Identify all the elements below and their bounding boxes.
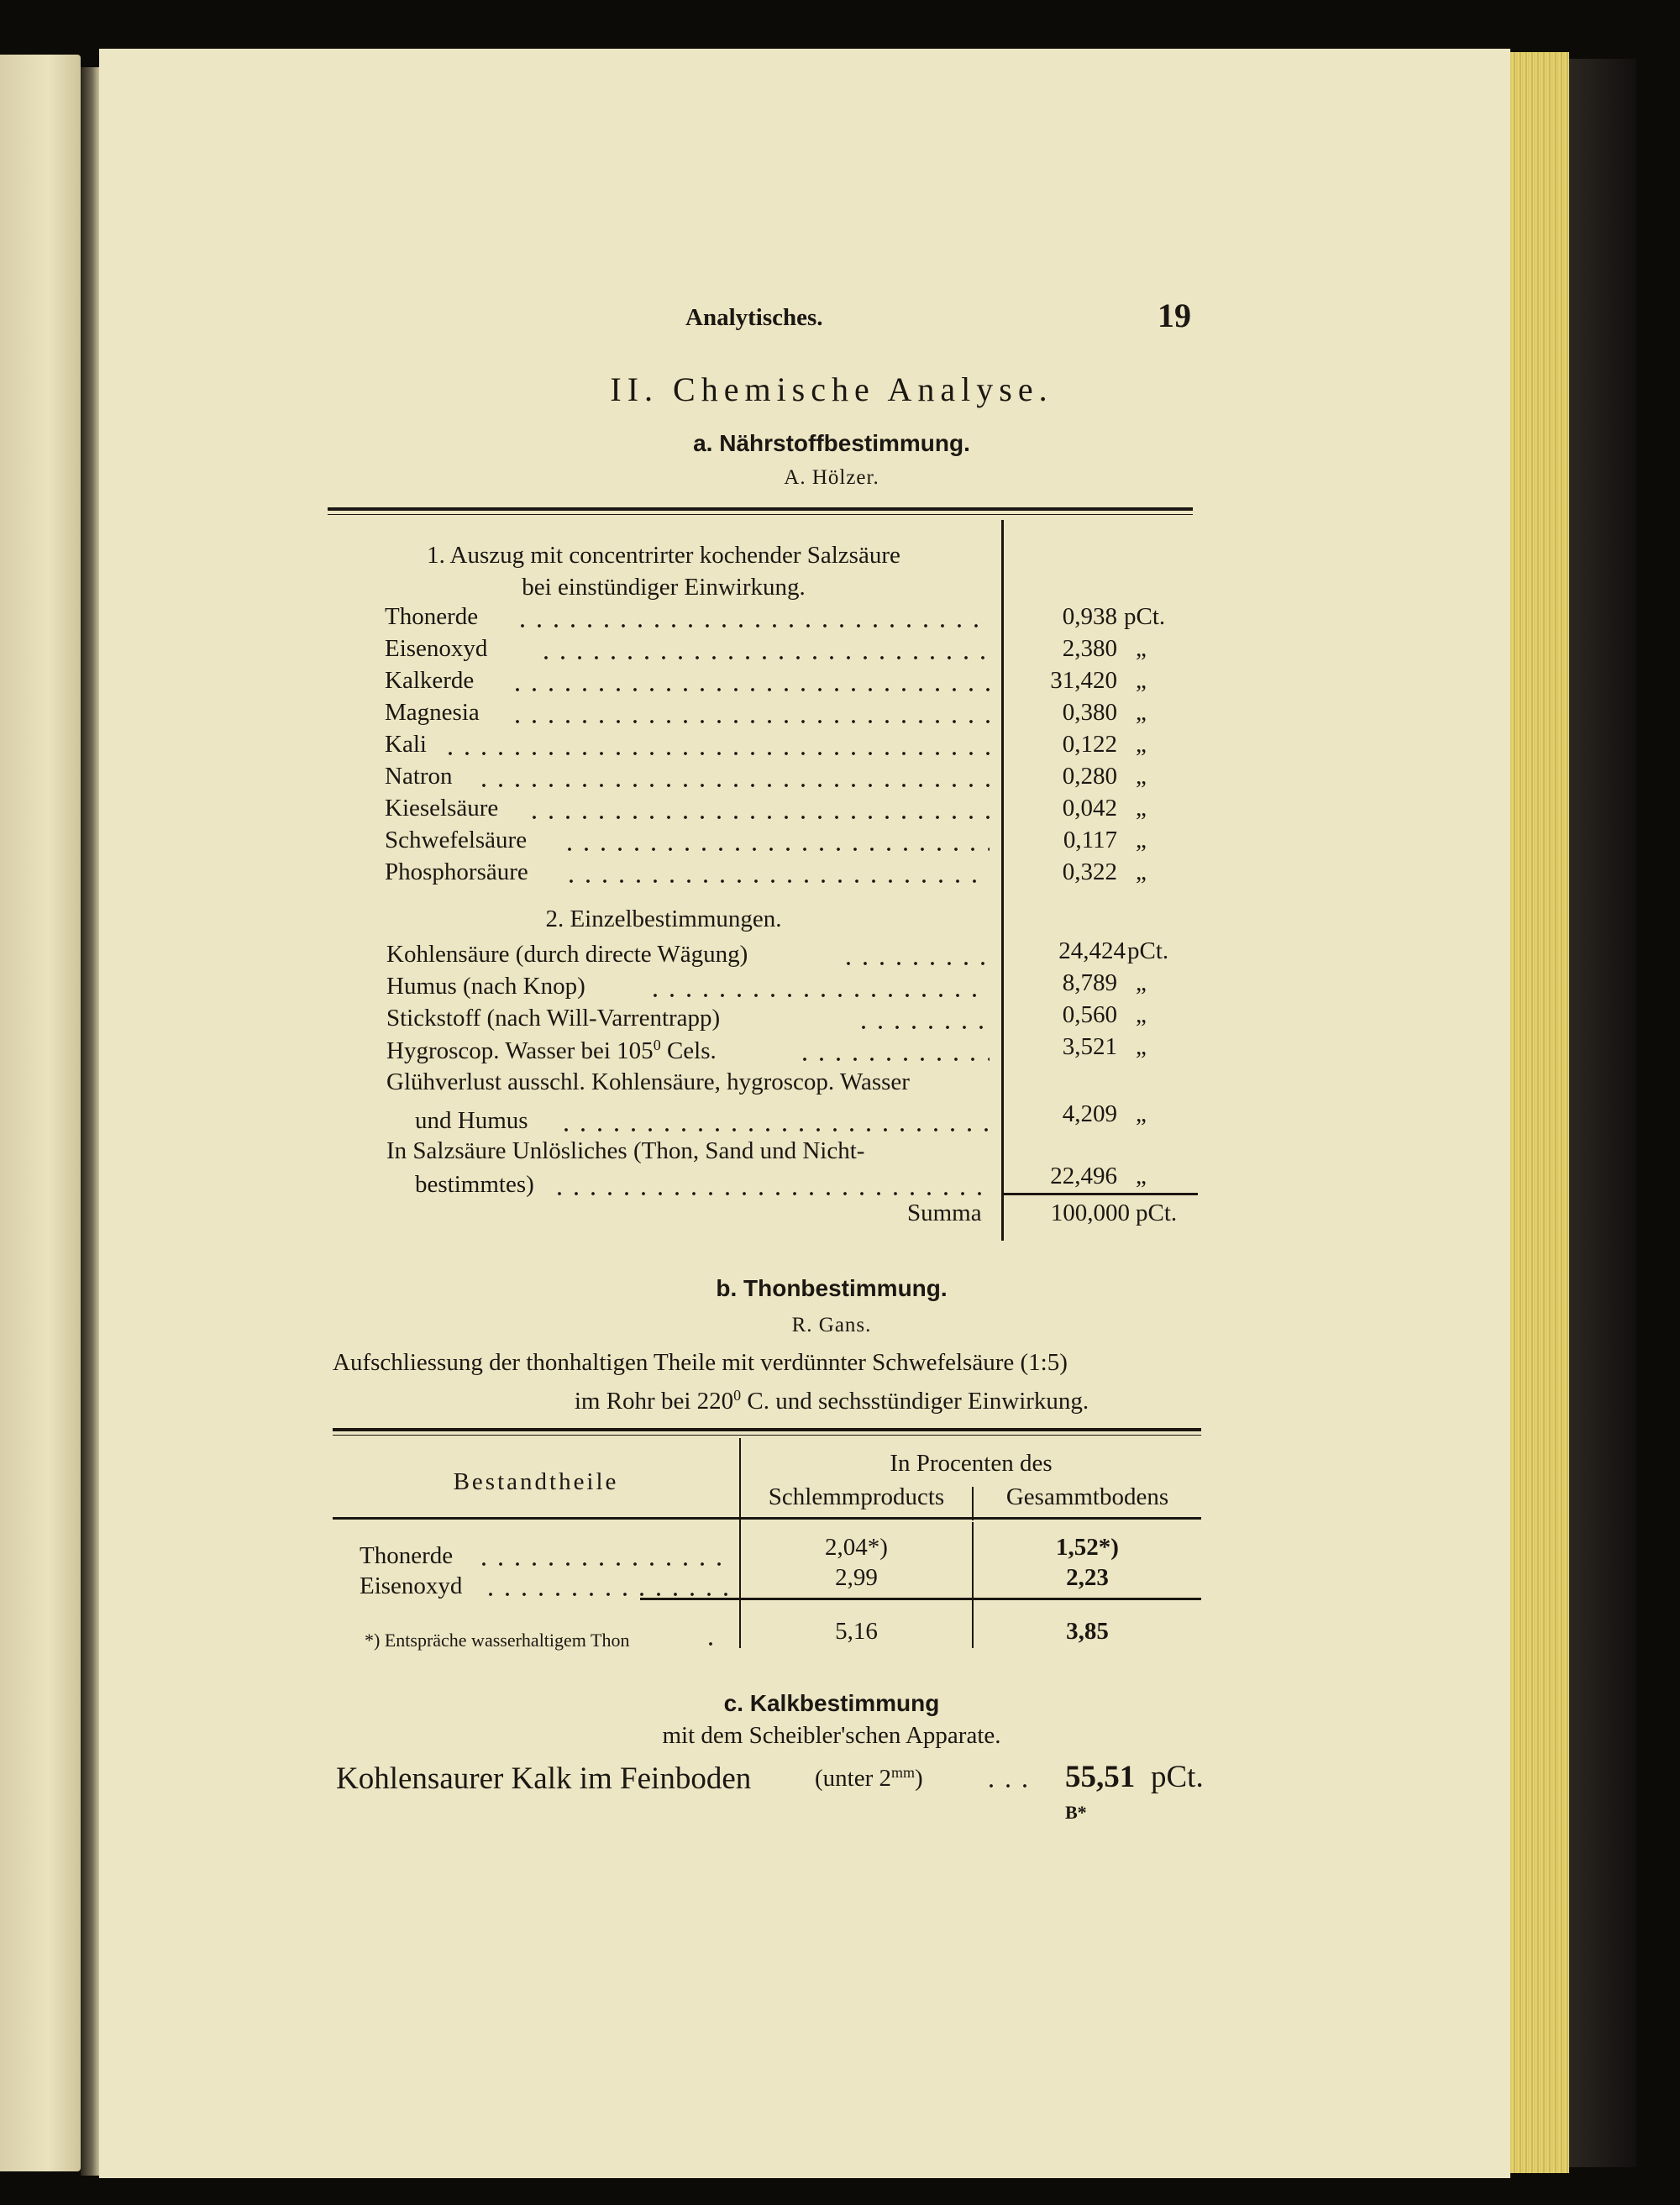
row-unit: „ xyxy=(1136,795,1147,822)
leader-dots xyxy=(514,624,990,627)
section-a-author: A. Hölzer. xyxy=(784,466,879,489)
row-name-tail: Cels. xyxy=(660,1037,717,1064)
row-name: Thonerde xyxy=(385,603,479,630)
row-unit: „ xyxy=(1136,1100,1147,1127)
intro-line2-text: im Rohr bei 220 xyxy=(574,1388,734,1415)
row-value: 0,117 xyxy=(1063,827,1117,853)
row-value: 24,424 xyxy=(1058,937,1126,964)
row-unit: „ xyxy=(1136,731,1147,758)
book-gutter xyxy=(81,67,99,2176)
row-name: Kali xyxy=(385,731,427,758)
kalk-result-label: Kohlensaurer Kalk im Feinboden xyxy=(336,1761,752,1796)
row-name-text: Humus (nach Knop) xyxy=(386,973,585,1000)
leader-dots xyxy=(840,962,990,965)
degree-sup: 0 xyxy=(733,1387,742,1404)
row-value: 0,938 xyxy=(1062,603,1117,630)
row-value: 0,280 xyxy=(1062,763,1117,790)
table-b-top-rule-thin xyxy=(333,1435,1201,1436)
summa-label: Summa xyxy=(907,1200,982,1226)
leader-dots xyxy=(796,1058,990,1061)
leader-dots xyxy=(561,848,990,851)
leader-dots xyxy=(563,879,990,883)
section-c-subheading: mit dem Scheibler'schen Apparate. xyxy=(662,1722,1001,1749)
table-b-total-gesammt: 3,85 xyxy=(1066,1618,1109,1645)
leader-dots xyxy=(538,656,990,659)
table-b-header-rule xyxy=(333,1517,1201,1520)
table-b-row-name: Eisenoxyd xyxy=(360,1572,463,1599)
kalk-result-qualifier xyxy=(815,1764,923,1793)
table-b-group-header: In Procenten des xyxy=(890,1450,1053,1477)
row-name: Schwefelsäure xyxy=(385,827,528,853)
page-edges xyxy=(1510,52,1569,2173)
leader-dots xyxy=(509,688,990,691)
leader-dots xyxy=(647,994,990,997)
leader-dots xyxy=(509,720,990,723)
leader-dots xyxy=(702,1642,721,1646)
row-value: 0,560 xyxy=(1062,1001,1117,1028)
part2-heading: 2. Einzelbestimmungen. xyxy=(545,906,782,932)
leader-dots xyxy=(526,816,990,819)
qualifier-text: (unter 2 xyxy=(815,1765,891,1792)
leader-dots xyxy=(442,752,990,755)
section-b-intro-line2 xyxy=(328,1387,1336,1415)
section-a-heading: a. Nährstoffbestimmung. xyxy=(693,430,970,456)
table-a-top-rule-thin xyxy=(328,514,1193,515)
row-value: 8,789 xyxy=(1062,969,1117,996)
table-b-col-header: Bestandtheile xyxy=(453,1468,619,1495)
row-value: 0,122 xyxy=(1062,731,1117,758)
gluehverlust-line2: und Humus xyxy=(415,1107,528,1134)
kalk-result-unit: pCt. xyxy=(1151,1760,1204,1794)
row-name: Eisenoxyd xyxy=(385,635,488,662)
row-unit: „ xyxy=(1136,763,1147,790)
leader-dots xyxy=(551,1192,990,1195)
degree-sup: 0 xyxy=(653,1037,661,1053)
section-b-intro-line1: Aufschliessung der thonhaltigen Theile mit verdünnter Schwefelsäure (1:5) xyxy=(333,1349,1068,1376)
table-b-subheader-gesammt: Gesammtbodens xyxy=(1005,1483,1169,1510)
row-name: Kohlensäure (durch directe Wägung) xyxy=(386,941,748,968)
leader-dots xyxy=(475,1562,727,1566)
gluehverlust-line1: Glühverlust ausschl. Kohlensäure, hygroscop. Wasser xyxy=(386,1068,910,1095)
table-a-top-rule xyxy=(328,507,1193,511)
row-value: 2,380 xyxy=(1062,635,1117,662)
row-name xyxy=(386,973,585,1000)
unloesliches-line1: In Salzsäure Unlösliches (Thon, Sand und Nicht- xyxy=(386,1137,865,1164)
book-cover xyxy=(1569,59,1636,2167)
row-name: Kalkerde xyxy=(385,667,475,694)
row-value: 3,521 xyxy=(1062,1033,1117,1060)
section-b-heading: b. Thonbestimmung. xyxy=(716,1275,948,1301)
row-unit: „ xyxy=(1136,1163,1147,1189)
row-name: Magnesia xyxy=(385,699,480,726)
page-number: 19 xyxy=(1158,297,1191,334)
row-unit: „ xyxy=(1136,667,1147,694)
table-b-top-rule xyxy=(333,1428,1201,1431)
table-b-cell: 1,52*) xyxy=(1056,1534,1119,1561)
table-b-total-schlemm: 5,16 xyxy=(835,1618,878,1645)
row-value: 4,209 xyxy=(1062,1100,1117,1127)
book-page xyxy=(99,49,1510,2178)
table-b-cell: 2,04*) xyxy=(825,1534,888,1561)
row-name-text: Hygroscop. Wasser bei 105 xyxy=(386,1037,654,1064)
leader-dots xyxy=(855,1026,990,1029)
row-unit: „ xyxy=(1136,969,1147,996)
table-b-cell: 2,99 xyxy=(835,1564,878,1591)
row-value: 31,420 xyxy=(1050,667,1117,694)
row-value: 0,322 xyxy=(1062,858,1117,885)
row-unit: „ xyxy=(1136,699,1147,726)
leader-dots xyxy=(482,1593,727,1596)
row-name: Phosphorsäure xyxy=(385,858,528,885)
row-value: 0,380 xyxy=(1062,699,1117,726)
signature-mark: B* xyxy=(1065,1802,1087,1823)
summa-value: 100,000 xyxy=(1050,1200,1130,1226)
row-unit: „ xyxy=(1136,827,1147,853)
leader-dots xyxy=(558,1128,990,1131)
leader-dots xyxy=(983,1784,1035,1788)
leader-dots xyxy=(475,784,990,787)
summa-unit: pCt. xyxy=(1136,1200,1178,1226)
row-unit: „ xyxy=(1136,1033,1147,1060)
table-b-row-name: Thonerde xyxy=(360,1542,454,1569)
kalk-result-value: 55,51 xyxy=(1065,1760,1136,1794)
part1-heading-line2: bei einstündiger Einwirkung. xyxy=(522,574,806,601)
table-b-total-rule xyxy=(640,1598,1201,1600)
row-name: Natron xyxy=(385,763,453,790)
row-unit: „ xyxy=(1136,858,1147,885)
row-unit: „ xyxy=(1136,1001,1147,1028)
table-b-subheader-schlemm: Schlemmproducts xyxy=(768,1483,945,1510)
left-page-edge xyxy=(0,55,81,2171)
table-b-cell: 2,23 xyxy=(1066,1564,1109,1591)
row-name: Kieselsäure xyxy=(385,795,499,822)
table-a-column-rule xyxy=(1001,520,1004,1241)
unloesliches-line2: bestimmtes) xyxy=(415,1171,534,1198)
row-unit: pCt. xyxy=(1124,603,1166,630)
intro-line2-tail: C. und sechsstündiger Einwirkung. xyxy=(741,1388,1089,1415)
section-c-heading: c. Kalkbestimmung xyxy=(723,1690,940,1716)
section-b-author: R. Gans. xyxy=(791,1314,872,1336)
row-name: Stickstoff (nach Will-Varrentrapp) xyxy=(386,1005,721,1032)
running-title: Analytisches. xyxy=(685,304,823,331)
row-name xyxy=(386,1037,717,1065)
table-b-footnote: *) Entspräche wasserhaltigem Thon xyxy=(365,1630,630,1651)
qualifier-close: ) xyxy=(915,1765,923,1792)
row-unit: pCt. xyxy=(1127,937,1169,964)
summa-rule xyxy=(1001,1193,1198,1195)
mm-sup: mm xyxy=(891,1764,916,1781)
part1-heading-line1: 1. Auszug mit concentrirter kochender Salzsäure xyxy=(427,542,900,569)
row-unit: „ xyxy=(1136,635,1147,662)
row-value: 22,496 xyxy=(1050,1163,1117,1189)
page-title: II. Chemische Analyse. xyxy=(610,370,1053,408)
row-value: 0,042 xyxy=(1062,795,1117,822)
